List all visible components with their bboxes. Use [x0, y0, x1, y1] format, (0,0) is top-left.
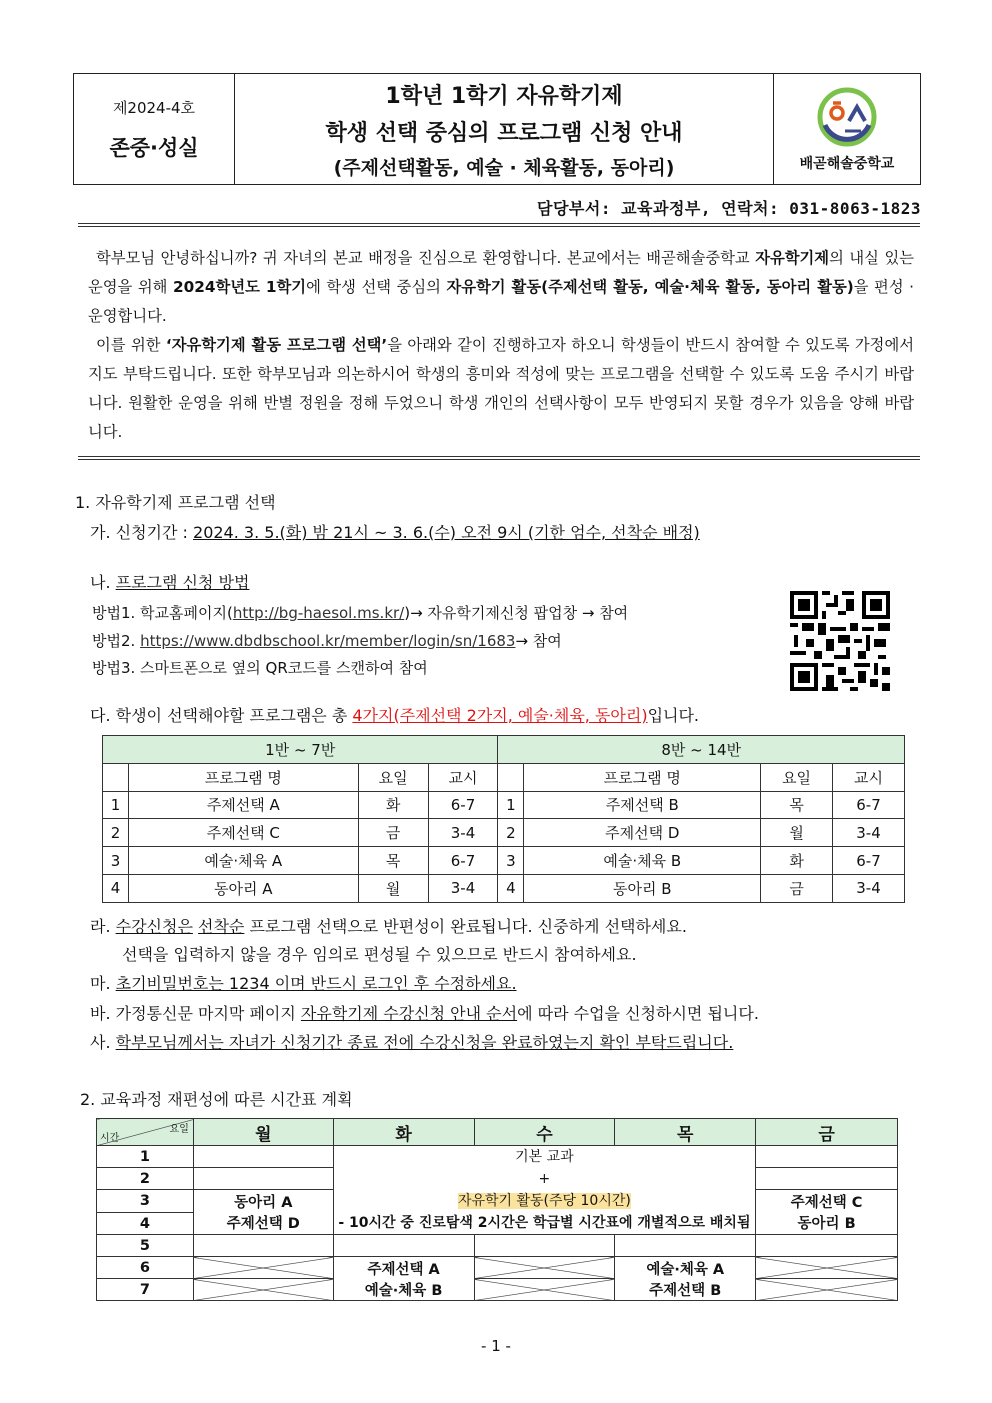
program-period: 3-4	[833, 819, 905, 847]
program-name: 주제선택 C	[128, 819, 358, 847]
day-header: 월	[193, 1119, 333, 1146]
method-1	[92, 602, 628, 623]
blank-cell	[498, 763, 524, 791]
table-row	[103, 819, 905, 847]
method-2	[92, 630, 562, 651]
note-ma	[90, 971, 517, 994]
note-ba-text: 바. 가정통신문 마지막 페이지	[90, 1004, 301, 1023]
col-day: 요일	[358, 763, 428, 791]
tuesday-topic: 주제선택 A	[367, 1261, 440, 1278]
program-day: 금	[358, 819, 428, 847]
method-label: 나.	[90, 573, 116, 592]
program-period: 3-4	[833, 874, 905, 902]
program-table	[102, 735, 905, 903]
monday-topic: 주제선택 D	[226, 1216, 300, 1232]
program-period: 3-4	[428, 874, 498, 902]
group-header-1: 1반 ~ 7반	[103, 736, 498, 764]
day-header: 수	[474, 1119, 615, 1146]
period-label: 가. 신청기간 :	[90, 523, 194, 542]
document-header	[73, 73, 921, 185]
timetable-cell	[615, 1235, 756, 1257]
header-title-cell	[235, 74, 773, 184]
period-number: 4	[97, 1213, 194, 1235]
period-value: 2024. 3. 5.(화) 밤 21시 ~ 3. 6.(수) 오전 9시 (기한 엄수, 선착순 배정)	[193, 523, 700, 542]
program-period: 6-7	[833, 791, 905, 819]
note-ma-text: 초기비밀번호는 1234 이며 반드시 로그인 후 수정하세요.	[115, 974, 517, 993]
program-name: 주제선택 D	[524, 819, 761, 847]
table-row	[103, 791, 905, 819]
intro-text: 을 편성 · 운영합니다.	[88, 278, 915, 325]
timetable-corner	[97, 1119, 194, 1146]
application-period	[90, 520, 700, 543]
note-sa-text: 학부모님께서는 자녀가 신청기간 종료 전에 수강신청을 완료하였는지 확인 부탁드립니다.	[115, 1033, 734, 1052]
day-header: 화	[333, 1119, 474, 1146]
table-row	[97, 1235, 898, 1257]
col-period: 교시	[833, 763, 905, 791]
intro-text: 이를 위한	[96, 336, 166, 354]
intro-bold: 2024학년도 1학기	[172, 278, 307, 296]
timetable-cell	[474, 1235, 615, 1257]
note-ra-underlined: 수강신청은	[115, 917, 193, 936]
timetable-cell	[193, 1168, 333, 1190]
col-program-name: 프로그램 명	[128, 763, 358, 791]
divider-top	[78, 223, 920, 227]
period-number: 7	[97, 1279, 194, 1301]
note-ra-line-1	[90, 914, 687, 937]
dbdbschool-link[interactable]: https://www.dbdbschool.kr/member/login/sn/1683	[140, 632, 516, 650]
department-contact: 담당부서: 교육과정부, 연락처: 031-8063-1823	[537, 199, 921, 218]
timetable	[96, 1118, 898, 1301]
school-motto: 존중·성실	[109, 135, 199, 160]
crossed-cell	[474, 1279, 615, 1301]
table-row	[97, 1146, 898, 1168]
row-number: 2	[103, 819, 129, 847]
program-day: 목	[358, 847, 428, 875]
period-number: 2	[97, 1168, 194, 1190]
method-heading	[90, 570, 249, 593]
intro-bold: ‘자유학기제 활동 프로그램 선택’	[165, 336, 388, 354]
intro-text: 학부모님 안녕하십니까? 귀 자녀의 본교 배정을 진심으로 환영합니다. 본교에서는 배곧해솔중학교	[96, 249, 756, 267]
title-line-2: 학생 선택 중심의 프로그램 신청 안내	[325, 120, 683, 146]
method-1-text-end: )→ 자유학기제신청 팝업창 → 참여	[404, 604, 629, 622]
count-highlight: 4가지(주제선택 2가지, 예술·체육, 동아리)	[352, 706, 648, 725]
row-number: 4	[103, 874, 129, 902]
common-line-1: 기본 교과	[515, 1149, 574, 1165]
header-logo-cell	[773, 74, 920, 184]
divider-bottom	[78, 456, 920, 460]
thursday-block	[615, 1257, 756, 1301]
method-title: 프로그램 신청 방법	[115, 573, 250, 592]
timetable-cell	[333, 1235, 474, 1257]
intro-bold: 자유학기제	[755, 249, 830, 267]
day-header: 금	[756, 1119, 898, 1146]
document-number: 제2024-4호	[112, 98, 196, 117]
intro-text: 의 내실 있는 운영을 위해	[88, 249, 915, 296]
table-row	[103, 874, 905, 902]
crossed-cell	[756, 1279, 898, 1301]
program-name: 주제선택 A	[128, 791, 358, 819]
day-header: 목	[615, 1119, 756, 1146]
note-ba-text-end: 에 따라 수업을 신청하시면 됩니다.	[517, 1004, 759, 1023]
corner-day-label: 요일	[169, 1124, 189, 1135]
timetable-cell	[193, 1235, 333, 1257]
program-day: 화	[761, 847, 833, 875]
row-number: 4	[498, 874, 524, 902]
period-number: 1	[97, 1146, 194, 1168]
intro-text: 을 아래와 같이 진행하고자 하오니 학생들이 반드시 참여할 수 있도록 가정에서 지도 부탁드립니다. 또한 학부모님과 의논하시어 학생의 흥미와 적성에 맞는 프로그램을 선택할 수 있도록 도움 주시기 바랍니다. 원활한 운영을 위해 반별 정원을 정해 두었으니 학생 개인의 선택사항이 모두 반영되지 못할 경우가 있음을 양해 바랍니다.	[88, 336, 914, 441]
program-name: 동아리 B	[524, 874, 761, 902]
corner-time-label: 시간	[100, 1133, 120, 1144]
table-row	[97, 1279, 898, 1301]
col-day: 요일	[761, 763, 833, 791]
note-ra-line-2: 선택을 입력하지 않을 경우 임의로 편성될 수 있으므로 반드시 참여하세요.	[122, 945, 637, 964]
program-name: 주제선택 B	[524, 791, 761, 819]
program-day: 금	[761, 874, 833, 902]
thursday-arts: 예술·체육 A	[646, 1261, 725, 1278]
row-number: 2	[498, 819, 524, 847]
method-2-text-end: → 참여	[515, 632, 562, 650]
school-logo-icon	[815, 85, 879, 149]
qr-code-icon	[790, 591, 890, 691]
program-period: 6-7	[428, 847, 498, 875]
common-block	[333, 1146, 755, 1235]
title-line-3: (주제선택활동, 예술 · 체육활동, 동아리)	[333, 156, 675, 179]
program-period: 6-7	[833, 847, 905, 875]
count-text: 다. 학생이 선택해야할 프로그램은 총	[90, 706, 353, 725]
row-number: 3	[498, 847, 524, 875]
friday-topic: 주제선택 C	[790, 1195, 863, 1211]
note-ma-label: 마.	[90, 974, 116, 993]
intro-paragraph	[88, 244, 914, 447]
school-homepage-link[interactable]: http://bg-haesol.ms.kr/	[232, 604, 405, 622]
note-ra-label: 라.	[90, 917, 116, 936]
note-ra-text: 프로그램 선택으로 반편성이 완료됩니다. 신중하게 선택하세요.	[244, 917, 687, 936]
program-name: 예술·체육 A	[128, 847, 358, 875]
title-line-1: 1학년 1학기 자유학기제	[385, 83, 623, 109]
intro-bold: 자유학기 활동(주제선택 활동, 예술·체육 활동, 동아리 활동)	[446, 278, 854, 296]
method-1-text: 방법1. 학교홈페이지(	[92, 604, 233, 622]
blank-cell	[103, 763, 129, 791]
section-1-title: 1. 자유학기제 프로그램 선택	[75, 493, 276, 512]
tuesday-block	[333, 1257, 474, 1301]
program-day: 목	[761, 791, 833, 819]
table-row	[103, 847, 905, 875]
row-number: 3	[103, 847, 129, 875]
school-name: 배곧해솔중학교	[799, 156, 895, 172]
timetable-cell	[756, 1168, 898, 1190]
friday-block	[756, 1190, 898, 1235]
table-row	[97, 1257, 898, 1279]
intro-paragraph-2	[88, 331, 914, 447]
crossed-cell	[756, 1257, 898, 1279]
timetable-cell	[193, 1146, 333, 1168]
header-left-cell	[74, 74, 235, 184]
program-day: 화	[358, 791, 428, 819]
method-3: 방법3. 스마트폰으로 옆의 QR코드를 스캔하여 참여	[92, 659, 428, 677]
intro-text: 에 학생 선택 중심의	[306, 278, 447, 296]
common-line-3	[334, 1190, 755, 1212]
program-day: 월	[358, 874, 428, 902]
count-text-end: 입니다.	[647, 706, 700, 725]
free-semester-hours: 자유학기 활동(주당 10시간)	[457, 1193, 631, 1209]
program-count-note	[90, 703, 699, 726]
page-number: - 1 -	[481, 1337, 511, 1355]
thursday-topic: 주제선택 B	[649, 1282, 722, 1299]
program-day: 월	[761, 819, 833, 847]
crossed-cell	[193, 1257, 333, 1279]
program-name: 예술·체육 B	[524, 847, 761, 875]
col-program-name: 프로그램 명	[524, 763, 761, 791]
note-sa-label: 사.	[90, 1033, 116, 1052]
tuesday-arts: 예술·체육 B	[364, 1282, 443, 1299]
timetable-cell	[756, 1146, 898, 1168]
monday-club: 동아리 A	[234, 1195, 293, 1211]
note-sa	[90, 1030, 733, 1053]
crossed-cell	[474, 1257, 615, 1279]
col-period: 교시	[428, 763, 498, 791]
intro-paragraph-1	[88, 244, 914, 331]
program-name: 동아리 A	[128, 874, 358, 902]
monday-block	[193, 1190, 333, 1235]
common-line-4: - 10시간 중 진로탐색 2시간은 학급별 시간표에 개별적으로 배치됨	[338, 1215, 751, 1231]
program-period: 6-7	[428, 791, 498, 819]
note-ba	[90, 1001, 759, 1024]
timetable-cell	[756, 1235, 898, 1257]
period-number: 5	[97, 1235, 194, 1257]
section-2-title: 2. 교육과정 재편성에 따른 시간표 계획	[80, 1090, 353, 1109]
method-2-text: 방법2.	[92, 632, 141, 650]
row-number: 1	[103, 791, 129, 819]
common-line-2: +	[538, 1171, 551, 1187]
period-number: 3	[97, 1190, 194, 1213]
note-ba-underlined: 자유학기제 수강신청 안내 순서	[300, 1004, 518, 1023]
row-number: 1	[498, 791, 524, 819]
period-number: 6	[97, 1257, 194, 1279]
note-ra-underlined-2: 선착순	[198, 917, 245, 936]
crossed-cell	[193, 1279, 333, 1301]
program-period: 3-4	[428, 819, 498, 847]
group-header-2: 8반 ~ 14반	[498, 736, 905, 764]
friday-club: 동아리 B	[797, 1216, 856, 1232]
